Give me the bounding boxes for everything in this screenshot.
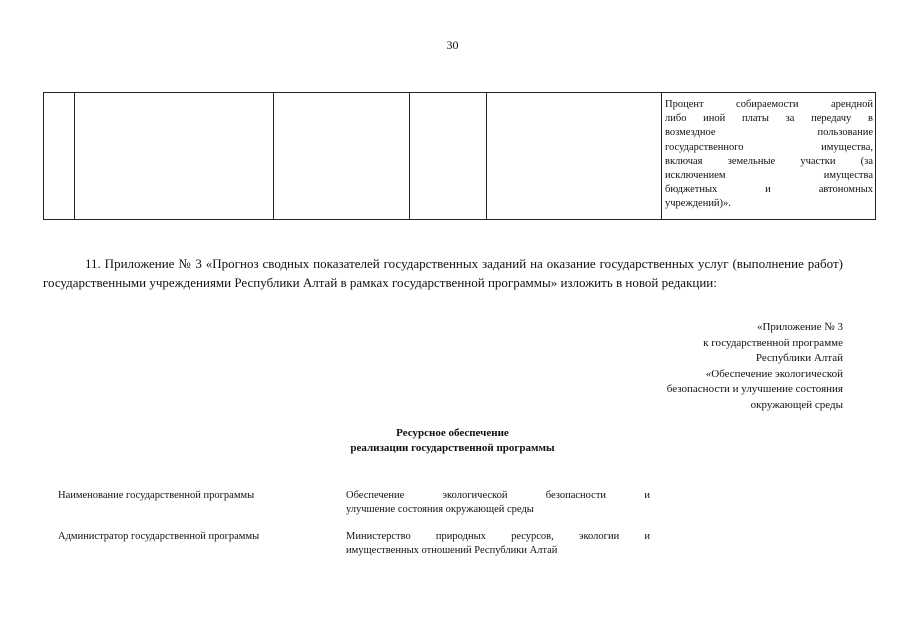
table-row	[44, 93, 876, 220]
indicator-text	[662, 93, 875, 214]
table-cell-empty	[410, 93, 487, 220]
table-cell-empty	[487, 93, 662, 220]
value-line: имущественных отношений Республики Алтай	[346, 545, 558, 556]
appendix-line: безопасности и улучшение состояния	[666, 383, 843, 395]
program-admin-value	[346, 530, 650, 558]
value-line: Министерство природных ресурсов, экологии и	[346, 531, 650, 542]
table-cell-empty	[274, 93, 410, 220]
page-number: 30	[446, 38, 459, 52]
indicator-line: бюджетных и автономных	[665, 184, 873, 196]
indicator-line: исключением имущества	[665, 170, 873, 182]
value-line: Обеспечение экологической безопасности и	[346, 490, 650, 501]
program-name-value	[346, 489, 650, 517]
continued-table	[43, 92, 876, 220]
appendix-line: к государственной программе	[703, 336, 843, 349]
section-title-line: реализации государственной программы	[350, 441, 555, 454]
table-cell-empty	[75, 93, 274, 220]
amendment-paragraph	[43, 254, 843, 292]
value-line: улучшение состояния окружающей среды	[346, 504, 534, 515]
program-admin-label: Администратор государственной программы	[58, 531, 260, 542]
indicator-line: государственного имущества,	[665, 141, 873, 153]
indicator-line: включая земельные участки (за	[665, 155, 873, 167]
program-name-label: Наименование государственной программы	[58, 490, 255, 501]
indicator-line: Процент собираемости арендной	[665, 99, 873, 110]
section-title-line: Ресурсное обеспечение	[396, 427, 509, 439]
indicator-line: либо иной платы за передачу в	[665, 113, 873, 125]
table-cell-number	[44, 93, 75, 220]
appendix-line: Республики Алтай	[755, 352, 843, 364]
section-title	[0, 426, 905, 455]
indicator-line: возмездное пользование	[665, 127, 873, 139]
indicator-line: учреждений)».	[665, 198, 731, 210]
appendix-line: «Приложение № 3	[756, 321, 843, 333]
appendix-line: окружающей среды	[750, 398, 843, 411]
appendix-header	[667, 320, 843, 413]
amendment-text: 11. Приложение № 3 «Прогноз сводных показателей государственных заданий на оказание государственных услуг (выполнение работ) государственными учреждениями Республики Алтай в рамках государственной программы» изложить в новой редакции:	[43, 256, 843, 290]
table-cell-indicator	[662, 93, 876, 220]
appendix-line: «Обеспечение экологической	[705, 367, 843, 380]
